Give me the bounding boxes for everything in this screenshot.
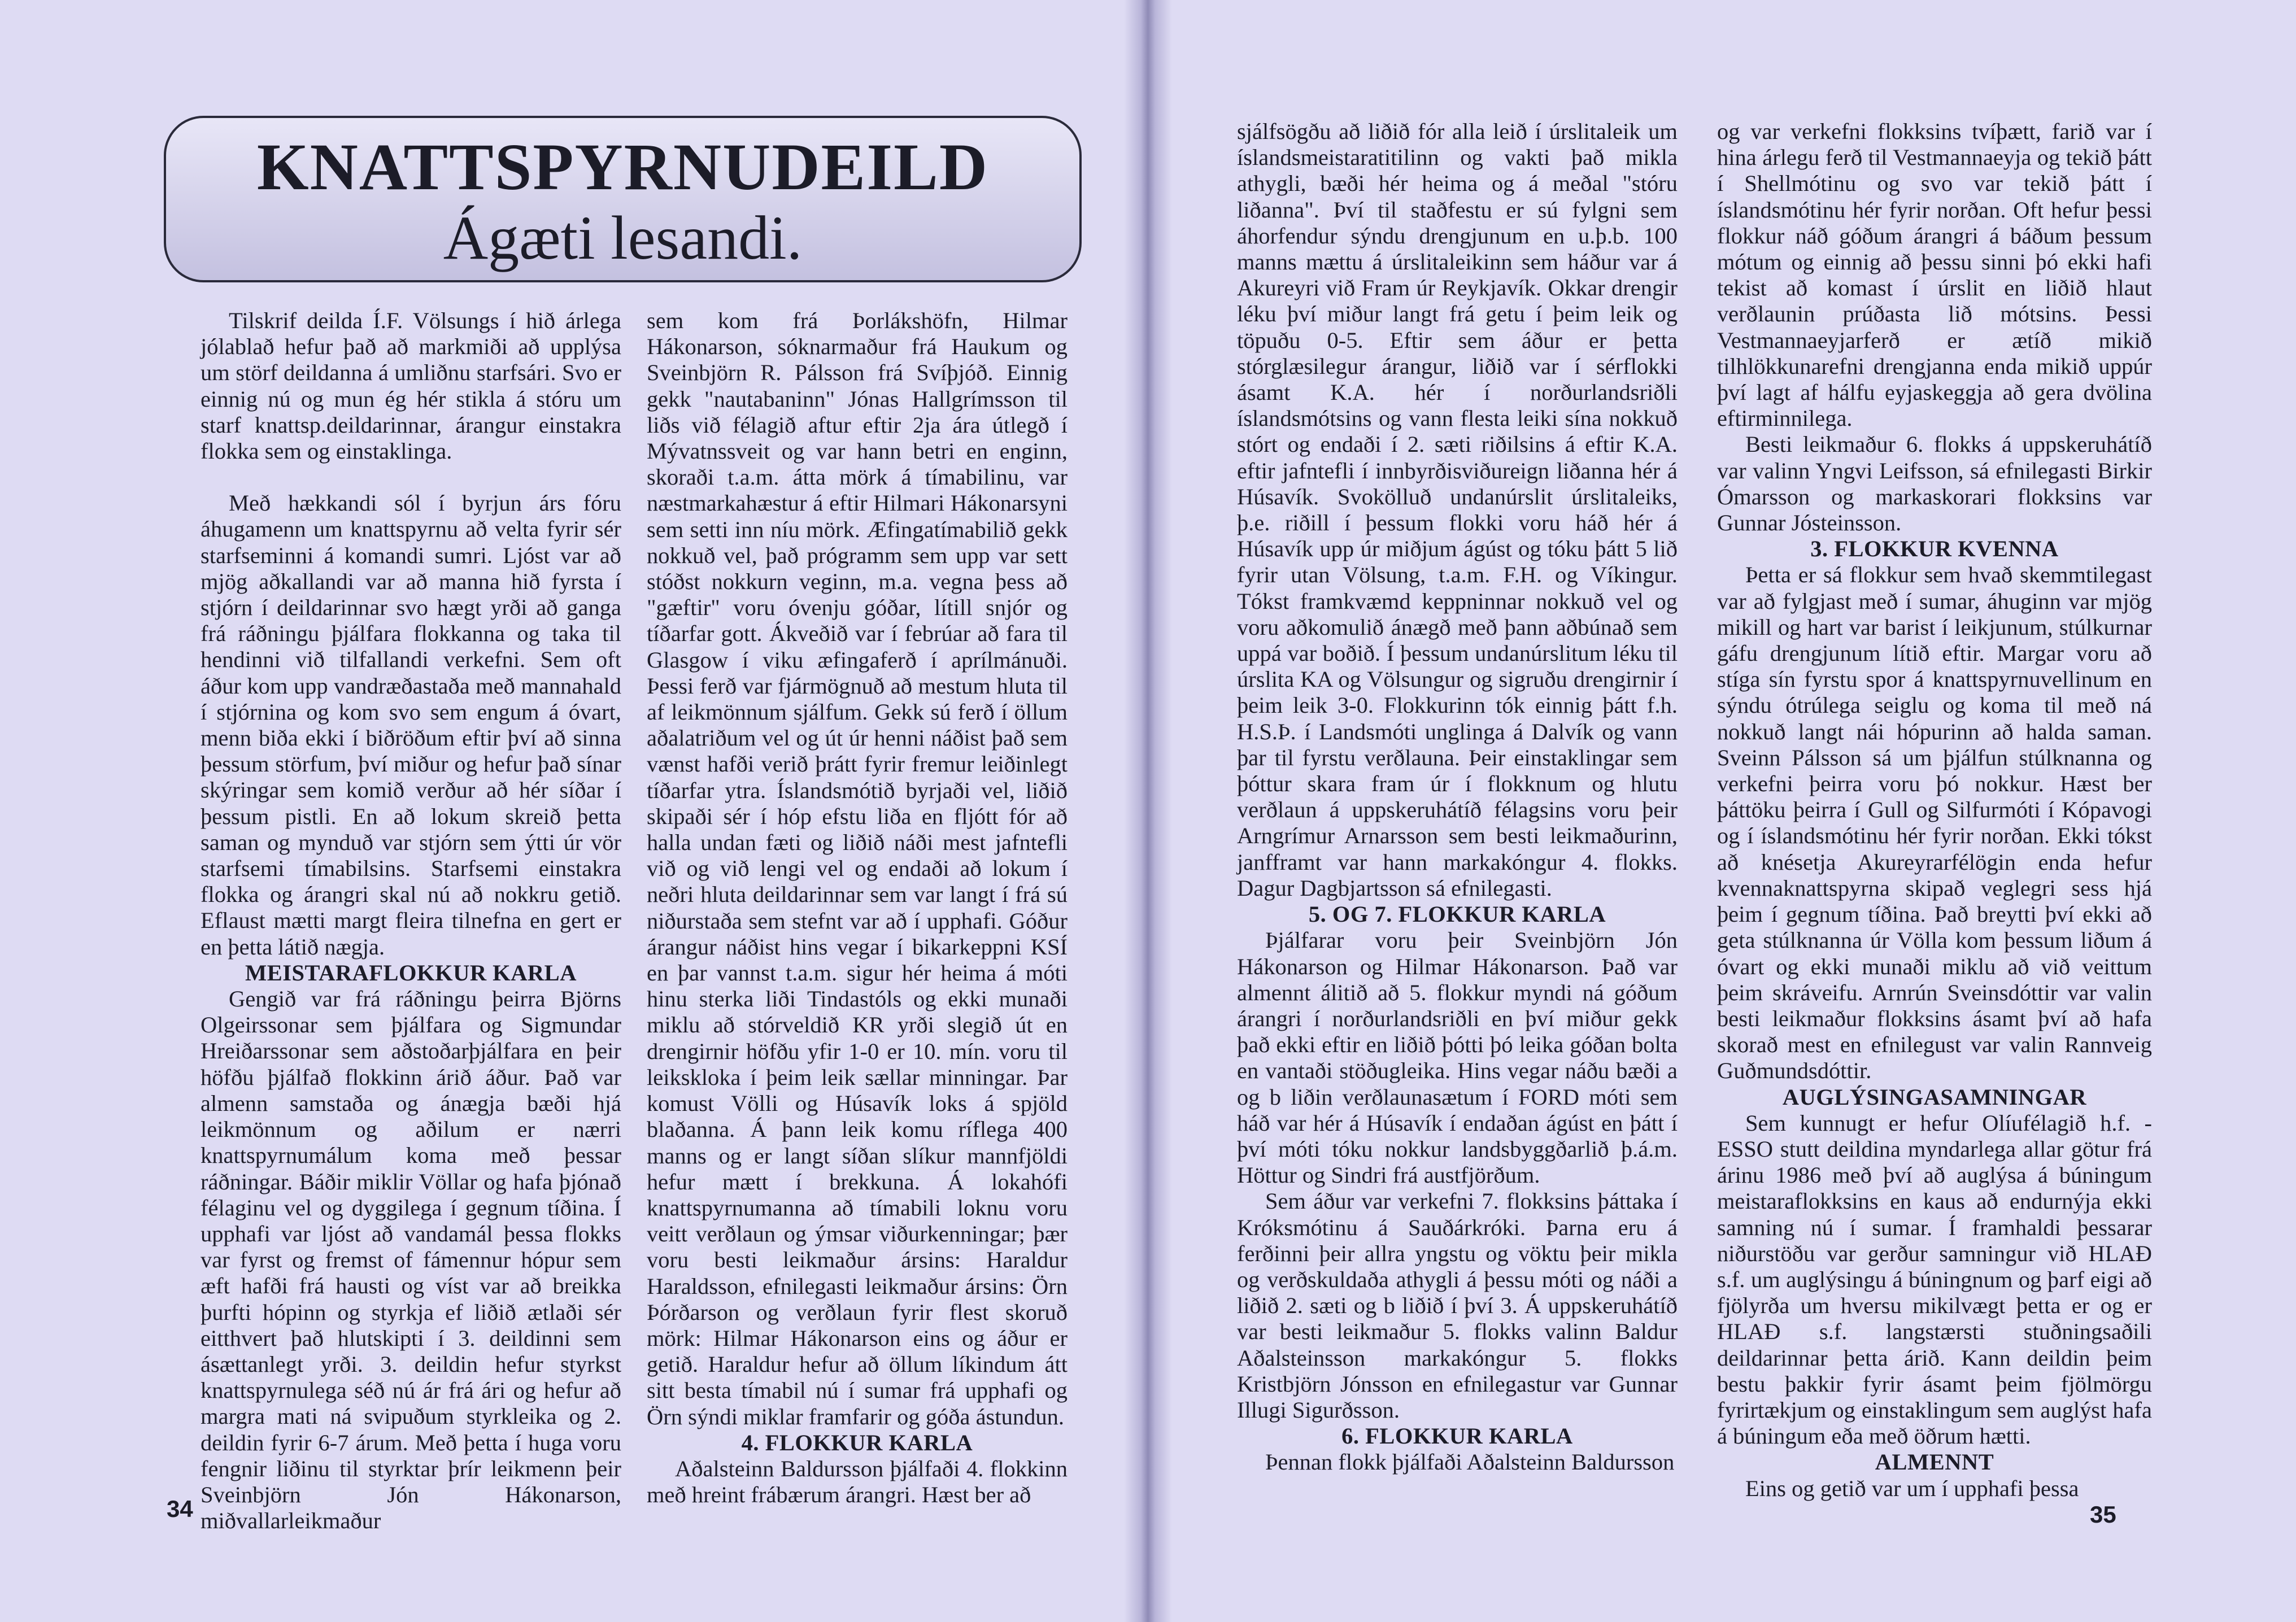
paragraph: Eins og getið var um í upphafi þessa (1745, 1475, 2079, 1501)
column-2 (647, 308, 1068, 1508)
paragraph: Aðalsteinn Baldursson þjálfaði 4. flokkinn með hreint frábærum árangri. Hæst ber að (647, 1455, 1068, 1508)
section-heading: ALMENNT (1875, 1449, 1994, 1475)
paragraph: Gengið var frá ráðningu þeirra Björns Olgeirssonar sem þjálfara og Sigmundar Hreiðarssonar sem aðstoðarþjálfara en þeir höfðu þjálfað flokkinn árið áður. Það var almenn samstaða og ánægja bæði hjá leikmönnum og aðilum er nærri knattspyrnumálum koma með þessar ráðningar. Báðir miklir Völlar og hafa þjónað félaginu vel og dyggilega í gegnum tíðina. Í upphafi var ljóst að vandamál þessa flokks var fyrst og fremst of fámennur hópur sem æft hafði frá hausti og víst var að breikka þurfti hópinn og styrkja ef liðið ætlaði sér eitthvert það hlutskipti í 3. deildinni sem ásættanlegt yrði. 3. deildin hefur styrkst knattspyrnulega séð nú ár frá ári og hefur að margra mati ná svipuðum styrkleika og 2. deildin fyrir 6-7 árum. Með þetta í huga voru fengnir liðinu til styrktar þrír leikmenn þeir Sveinbjörn Jón Hákonarson, miðvallarleikmaður (201, 986, 621, 1534)
page-number-left: 34 (167, 1495, 193, 1522)
paragraph: Sem áður var verkefni 7. flokksins þáttaka í Króksmótinu á Sauðárkróki. Þarna eru á ferðinni þeir allra yngstu og vöktu þeir mikla og verðskuldaða athygli á þessu móti og náði a liðið 2. sæti og b liðið í því 3. Á uppskeruhátíð var besti leikmaður 5. flokks valinn Baldur Aðalsteinsson markakóngur 5. flokks Kristbjörn Jónsson en efnilegastur var Gunnar Illugi Sigurðsson. (1237, 1188, 1678, 1423)
section-heading: 4. FLOKKUR KARLA (741, 1429, 973, 1455)
paragraph: Þetta er sá flokkur sem hvað skemmtilegast var að fylgjast með í sumar, áhuginn var mjög mikill og hart var barist í leikjunum, stúlkurnar gáfu drengjunum lítið eftir. Margar voru að stíga sín fyrstu spor á knattspyrnuvellinum en sýndu ótrúlega seiglu og koma til með ná nokkuð langt nái hópurinn að halda saman. Sveinn Pálsson sá um þjálfun stúlknanna og verkefni þeirra voru þó nokkur. Hæst ber þáttöku þeirra í Gull og Silfurmóti í Kópavogi og í íslandsmótinu hér fyrir norðan. Ekki tókst að knésetja Akureyrarfélögin enda hefur kvennaknattspyrna skipað veglegri sess hjá þeim í gegnum tíðina. Það breytti því ekki að geta stúlknanna úr Völla kom þessum liðum á óvart og ekki munaði miklu að við veittum þeim skráveifu. Arnrún Sveinsdóttir var valin besti leikmaður flokksins ásamt því að hafa skorað mest en efnilegust var valin Rannveig Guðmundsdóttir. (1717, 562, 2152, 1084)
paragraph: Sem kunnugt er hefur Olíufélagið h.f. - ESSO stutt deildina myndarlega allar götur frá árinu 1986 með því að auglýsa á búningum meistaraflokksins en kaus að endurnýja ekki samning nú í sumar. Í framhaldi þessarar niðurstöðu var gerður samningur við HLAÐ s.f. um auglýsingu á búningnum og þarf eigi að fjölyrða um hversu mikilvægt þetta er og er HLAÐ s.f. langstærsti stuðningsaðili deildarinnar þetta árið. Kann deildin þeim bestu þakkir fyrir ásamt þeim fjölmörgu fyrirtækjum og einstaklingum sem auglýst hafa á búningum eða með öðrum hætti. (1717, 1110, 2152, 1449)
paragraph: Besti leikmaður 6. flokks á uppskeruhátíð var valinn Yngvi Leifsson, sá efnilegasti Birkir Ómarsson og markaskorari flokksins var Gunnar Jósteinsson. (1717, 431, 2152, 536)
section-heading: 3. FLOKKUR KVENNA (1810, 536, 2059, 562)
book-gutter (1124, 0, 1172, 1622)
column-4 (1717, 119, 2152, 1502)
column-3 (1237, 119, 1678, 1476)
section-heading: 5. OG 7. FLOKKUR KARLA (1308, 901, 1606, 927)
section-title: KNATTSPYRNUDEILD (256, 130, 989, 204)
greeting-subtitle: Ágæti lesandi. (443, 203, 803, 272)
section-heading: MEISTARAFLOKKUR KARLA (245, 960, 577, 986)
column-1 (201, 308, 621, 1534)
paragraph: og var verkefni flokksins tvíþætt, farið var í hina árlegu ferð til Vestmannaeyja og tekið þátt í Shellmótinu og svo var tekið þátt í íslandsmótinu hér fyrir norðan. Oft hefur þessi flokkur náð góðum árangri á báðum þessum mótum og einnig að þessu sinni þó ekki hafi tekist að komast í úrslit en liðið hlaut verðlaunin prúðasta lið mótsins. Þessi Vestmannaeyjarferð er ætíð mikið tilhlökkunarefni drengjanna enda mikið uppúr því lagt af hálfu eyjaskeggja að gera dvölina eftirminnilega. (1717, 119, 2152, 431)
paragraph: Með hækkandi sól í byrjun árs fóru áhugamenn um knattspyrnu að velta fyrir sér starfseminni á komandi sumri. Ljóst var að mjög aðkallandi var að manna hið fyrsta í stjórn í deildarinnar svo hægt yrði að ganga frá ráðningu þjálfara flokkanna og taka til hendinni við tilfallandi verkefni. Sem oft áður kom upp vandræðastaða með mannahald í stjórnina og kom svo sem engum á óvart, menn biða ekki í biðröðum eftir því að sinna þessum störfum, því miður og hefur það sínar skýringar sem komið verður að hér síðar í þessum pistli. En að lokum skreið þetta saman og mynduð var stjórn sem ýtti úr vör starfsemi tímabilsins. Starfsemi einstakra flokka og árangri skal nú að nokkru getið. Eflaust mætti margt fleira tilnefna en gert er en þetta látið nægja. (201, 490, 621, 960)
paragraph: Þennan flokk þjálfaði Aðalsteinn Baldursson (1265, 1449, 1675, 1475)
intro-paragraph: Tilskrif deilda Í.F. Völsungs í hið árlega jólablað hefur það að markmiði að upplýsa um störf deildanna á umliðnu starfsári. Svo er einnig nú og mun ég hér stikla á stóru um starf knattsp.deildarinnar, árangur einstakra flokka sem og einstaklinga. (201, 308, 621, 464)
section-heading: AUGLÝSINGASAMNINGAR (1782, 1084, 2087, 1110)
section-heading: 6. FLOKKUR KARLA (1341, 1423, 1573, 1449)
title-box (164, 116, 1082, 282)
paragraph: sjálfsögðu að liðið fór alla leið í úrslitaleik um íslandsmeistaratitilinn og vakti það mikla athygli, bæði hér heima og á meðal "stóru liðanna". Því til staðfestu er sú fylgni sem áhorfendur sýndu drengjunum en u.þ.b. 100 manns mættu á úrslitaleikinn sem háður var á Akureyri við Fram úr Reykjavík. Okkar drengir léku því miður langt frá getu í þeim leik og töpuðu 0-5. Eftir sem áður er þetta stórglæsilegur árangur, liðið var í sérflokki ásamt K.A. hér í norðurlandsriðli íslandsmótsins og vann flesta leiki sína nokkuð stórt og endaði í 2. sæti riðilsins á eftir K.A. eftir jafntefli í innbyrðisviðureign liðanna hér á Húsavík. Svokölluð undanúrslit úrslitaleiks, þ.e. riðill í þessum flokki voru háð hér á Húsavík upp úr miðjum ágúst og tóku þátt 5 lið fyrir utan Völsung, t.a.m. F.H. og Víkingur. Tókst framkvæmd keppninnar nokkuð vel og voru aðkomulið ánægð með þann aðbúnað sem uppá var boðið. Í þessum undanúrslitum léku til úrslita KA og Völsungur og sigruðu drengirnir í þeim leik 3-0. Flokkurinn tók einnig þátt f.h. H.S.Þ. í Landsmóti unglinga á Dalvík og vann þar til fyrstu verðlauna. Þeir einstaklingar sem þóttur skara fram úr í flokknum og hlutu verðlaun á uppskeruhátíð félagsins voru þeir Arngrímur Arnarsson sem besti leikmaðurinn, janfframt var hann markakóngur 4. flokks. Dagur Dagbjartsson sá efnilegasti. (1237, 119, 1678, 901)
page-number-right: 35 (2090, 1501, 2116, 1528)
paragraph: sem kom frá Þorlákshöfn, Hilmar Hákonarson, sóknarmaður frá Haukum og Sveinbjörn R. Pálsson frá Svíþjóð. Einnig gekk "nautabaninn" Jónas Hallgrímsson til liðs við félagið aftur eftir 2ja ára útlegð í Mývatnssveit og var hann betri en enginn, skoraði t.a.m. átta mörk á tímabilinu, var næstmarkahæstur á eftir Hilmari Hákonarsyni sem setti inn níu mörk. Æfingatímabilið gekk nokkuð vel, það prógramm sem upp var sett stóðst nokkurn veginn, m.a. vegna þess að "gæftir" voru óvenju góðar, lítill snjór og tíðarfar gott. Ákveðið var í febrúar að fara til Glasgow í viku æfingaferð í aprílmánuði. Þessi ferð var fjármögnuð að mestum hluta til af leikmönnum sjálfum. Gekk sú ferð í öllum aðalatriðum vel og út úr henni náðist það sem vænst hafði verið þrátt fyrir fremur leiðinlegt tíðarfar ytra. Íslandsmótið byrjaði vel, liðið skipaði sér í hóp efstu liða en fljótt fór að halla undan fæti og liðið náði mest jafntefli við og við lengi vel og endaði að lokum í neðri hluta deildarinnar sem var langt í frá sú niðurstaða sem stefnt var að í upphafi. Góður árangur náðist hins vegar í bikarkeppni KSÍ en þar vannst t.a.m. sigur hér heima á móti hinu sterka liði Tindastóls og ekki munaði miklu að stórveldið KR yrði slegið út en drengirnir höfðu yfir 1-0 er 10. mín. voru til leikskloka í þeim leik sællar minningar. Þar komust Völli og Húsavík loks á spjöld blaðanna. Á þann leik komu ríflega 400 manns og er langt síðan slíkur mannfjöldi hefur mætt í brekkuna. Á lokahófi knattspyrnumanna að tímabili loknu voru veitt verðlaun og ýmsar viðurkenningar; þær voru besti leikmaður ársins: Haraldur Haraldsson, efnilegasti leikmaður ársins: Örn Þórðarson og verðlaun fyrir flest skoruð mörk: Hilmar Hákonarson eins og áður er getið. Haraldur hefur að öllum líkindum átt sitt besta tímabil nú í sumar frá upphafi og Örn sýndi miklar framfarir og góða ástundun. (647, 308, 1068, 1429)
paragraph: Þjálfarar voru þeir Sveinbjörn Jón Hákonarson og Hilmar Hákonarson. Það var almennt álitið að 5. flokkur myndi ná góðum árangri í norðurlandsriðli en því miður gekk það ekki eftir en liðið þótti þó leika góðan bolta en vantaði stöðugleika. Hins vegar náðu bæði a og b liðin verðlaunasætum í FORD móti sem háð var hér á Húsavík í endaðan ágúst en þátt í því móti tóku nokkur landsbyggðarlið þ.á.m. Höttur og Sindri frá austfjörðum. (1237, 927, 1678, 1188)
